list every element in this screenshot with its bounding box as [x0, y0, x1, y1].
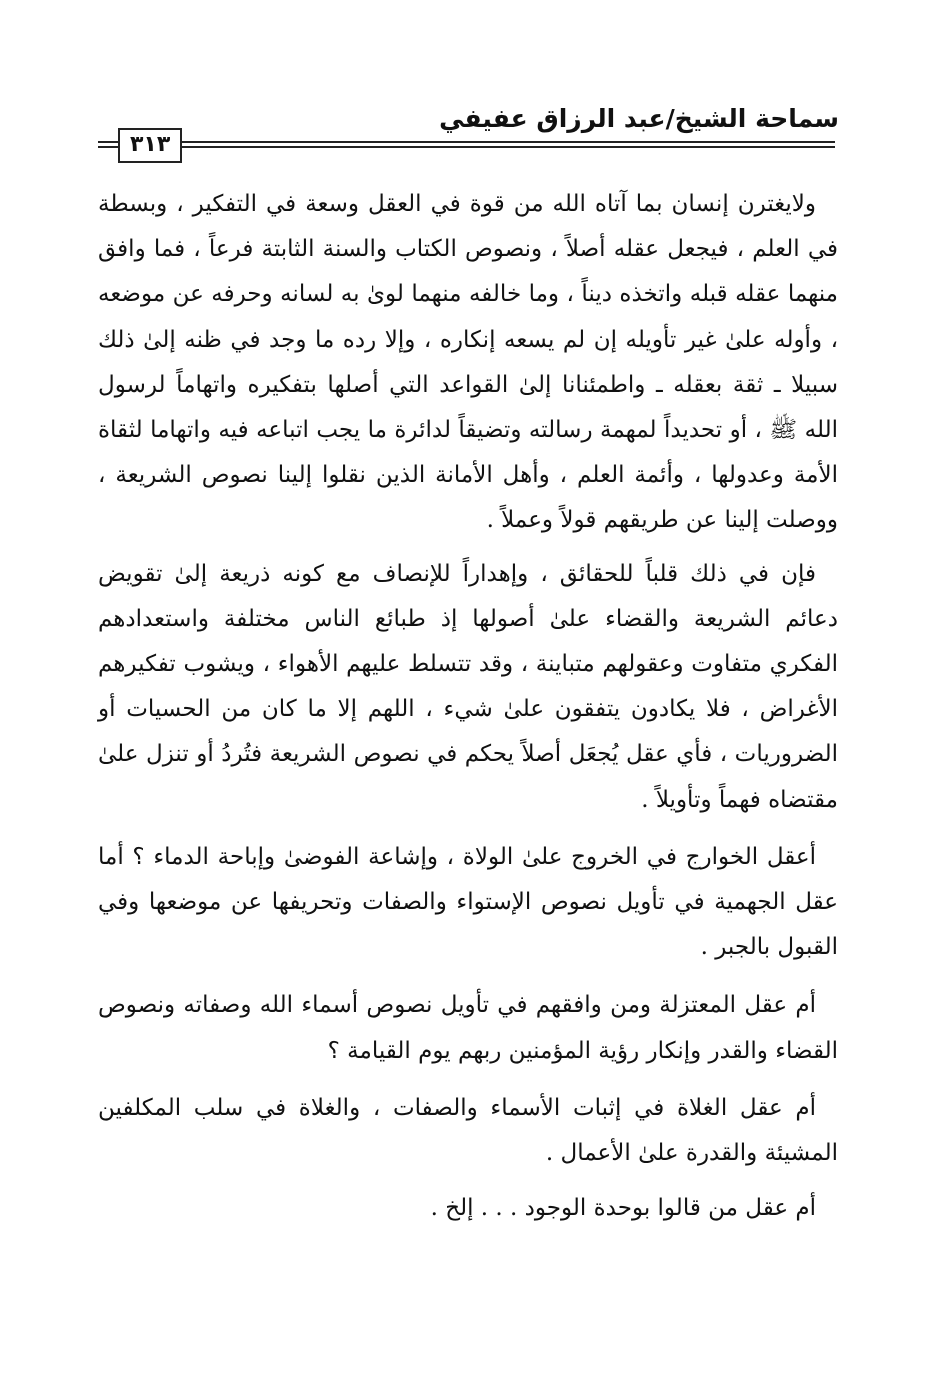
paragraph-3: أعقل الخوارج في الخروج علىٰ الولاة ، وإشاعة الفوضىٰ وإباحة الدماء ؟ أما عقل الجهمية في تأويل نصوص الإستواء والصفات وتحريفها عن موضعها وفي القبول بالجبر .: [98, 843, 838, 961]
page-number: ٣١٣: [118, 128, 182, 163]
running-title: سماحة الشيخ/عبد الرزاق عفيفي: [439, 104, 839, 133]
paragraph-1: ولايغترن إنسان بما آتاه الله من قوة في العقل وسعة في التفكير ، وبسطة في العلم ، فيجعل عقله أصلاً ، ونصوص الكتاب والسنة الثابتة فرعاً ، فما وافق منهما عقله قبله واتخذه ديناً ، وما خالفه منهما لوىٰ به لسانه وحرفه عن موضعه ، وأوله علىٰ غير تأويله إن لم يسعه إنكاره ، وإلا رده ما وجد في ظنه إلىٰ ذلك سبيلا ـ ثقة بعقله ـ واطمئنانا إلىٰ القواعد التي أصلها بتفكيره واتهاماً لرسول الله ﷺ ، أو تحديداً لمهمة رسالته وتضيقاً لدائرة ما يجب اتباعه فيه واتهاما لثقاة الأمة وعدولها ، وأئمة العلم ، وأهل الأمانة الذين نقلوا إلينا نصوص الشريعة ، ووصلت إلينا عن طريقهم قولاً وعملاً .: [98, 191, 838, 534]
paragraph-4: أم عقل المعتزلة ومن وافقهم في تأويل نصوص أسماء الله وصفاته ونصوص القضاء والقدر وإنكار رؤية المؤمنين ربهم يوم القيامة ؟: [98, 992, 838, 1064]
paragraph-6: أم عقل من قالوا بوحدة الوجود . . . إلخ .: [430, 1195, 816, 1222]
header-double-rule: [98, 141, 835, 148]
paragraph-5: أم عقل الغلاة في إثبات الأسماء والصفات ، والغلاة في سلب المكلفين المشيئة والقدرة علىٰ الأعمال .: [98, 1094, 838, 1167]
paragraph-2: فإن في ذلك قلباً للحقائق ، وإهداراً للإنصاف مع كونه ذريعة إلىٰ تقويض دعائم الشريعة والقضاء علىٰ أصولها إذ طبائع الناس مختلفة واستعدادهم الفكري متفاوت وعقولهم متباينة ، وقد تتسلط عليهم الأهواء ، ويشوب تفكيرهم الأغراض ، فلا يكادون يتفقون علىٰ شيء ، اللهم إلا ما كان من الحسيات أو الضروريات ، فأي عقل يُجعَل أصلاً يحكم في نصوص الشريعة فتُردُ أو تنزل علىٰ مقتضاه فهماً وتأويلاً .: [98, 560, 838, 813]
body-text: [98, 182, 838, 1241]
